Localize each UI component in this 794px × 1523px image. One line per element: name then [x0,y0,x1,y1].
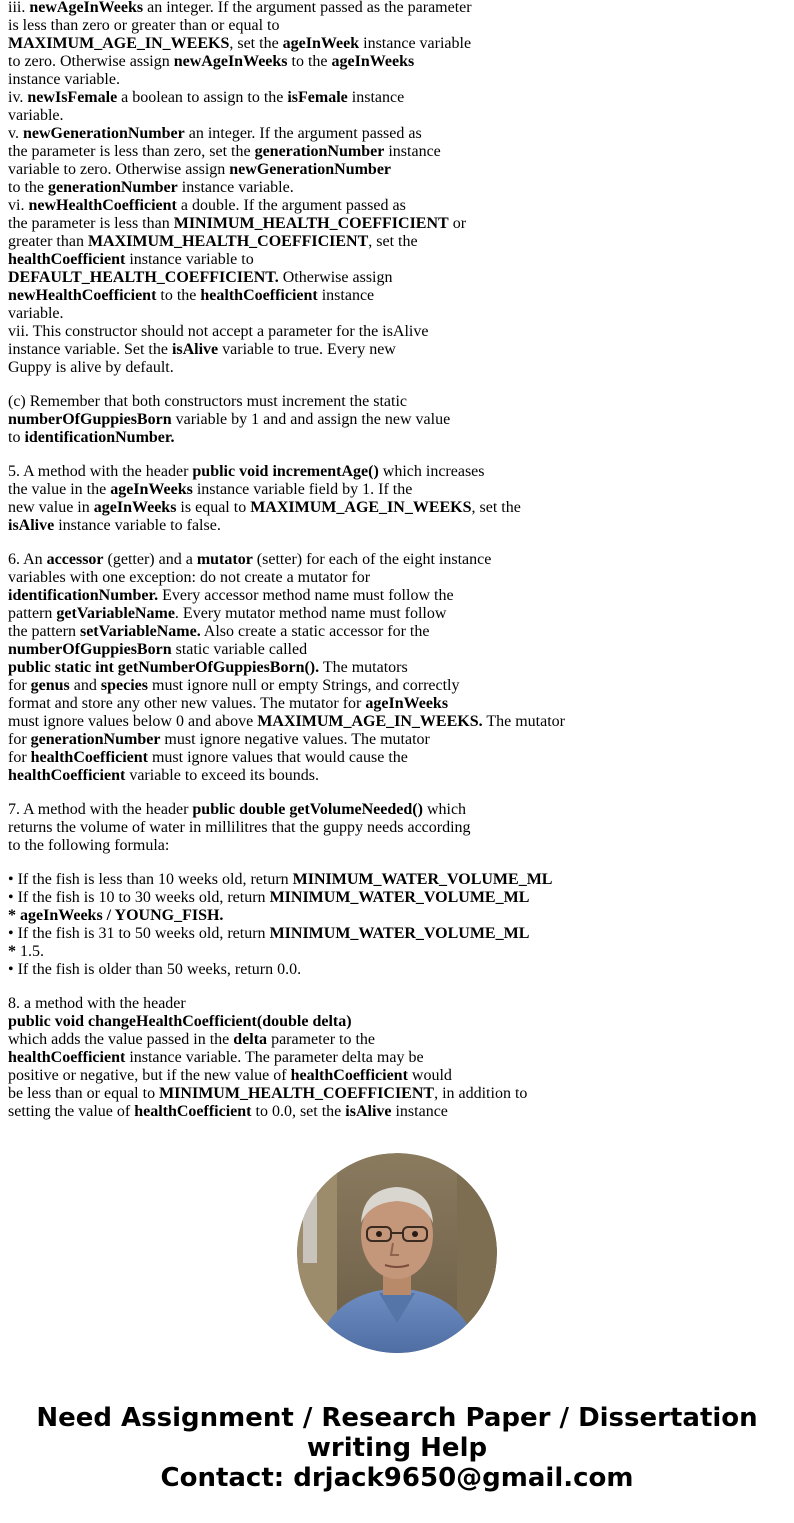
text-run: 5. A method with the header [8,463,193,480]
text-run: v. [8,125,23,142]
text-run: variable. [8,107,64,124]
text-run: variable by 1 and and assign the new value [171,411,451,428]
text-line [8,1067,788,1085]
text-run: the parameter is less than [8,215,174,232]
text-run: instance variable [359,35,472,52]
text-run: (setter) for each of the eight instance [252,551,492,568]
text-line [8,641,788,659]
bold-text: generationNumber [254,143,385,160]
text-line [8,925,788,943]
bold-text: public void incrementAge() [192,463,379,480]
text-run: • If the fish is older than 50 weeks, return 0.0. [8,961,302,978]
bold-text: newIsFemale [27,89,118,106]
text-run: format and store any other new values. The mutator for [8,695,366,712]
footer-contact: Contact: drjack9650@gmail.com [160,1463,634,1493]
bold-text: getVariableName [56,605,175,622]
text-run: the parameter is less than zero, set the [8,143,255,160]
text-run: instance [391,1103,448,1120]
text-line [8,587,788,605]
text-run: instance variable field by 1. If the [192,481,413,498]
bold-text: healthCoefficient [8,767,126,784]
text-run: a boolean to assign to the [117,89,288,106]
bold-text: isAlive [8,517,55,534]
text-run: Otherwise assign [278,269,393,286]
text-line [8,499,788,517]
text-run: variables with one exception: do not create a mutator for [8,569,371,586]
text-run: 6. An [8,551,47,568]
text-run: returns the volume of water in millilitres that the guppy needs according [8,819,471,836]
text-run: (getter) and a [103,551,197,568]
text-line [8,481,788,499]
text-line [8,125,788,143]
text-line [8,801,788,819]
text-line [8,871,788,889]
text-line [8,1013,788,1031]
text-run: 1.5. [16,943,44,960]
bold-text: healthCoefficient [30,749,148,766]
paragraph [8,463,788,535]
text-run: , in addition to [434,1085,528,1102]
text-run: an integer. If the argument passed as [184,125,422,142]
text-line [8,393,788,411]
bold-text: public static int getNumberOfGuppiesBorn(). [8,659,320,676]
text-run: to the [8,179,48,196]
text-run: must ignore null or empty Strings, and correctly [148,677,460,694]
text-run: positive or negative, but if the new value of [8,1067,291,1084]
text-line [8,837,788,855]
text-line [8,287,788,305]
text-line [8,233,788,251]
bold-text: healthCoefficient [290,1067,408,1084]
bold-text: species [100,677,148,694]
text-line [8,677,788,695]
text-line [8,411,788,429]
text-run: be less than or equal to [8,1085,160,1102]
text-run: iii. [8,0,30,16]
text-line [8,35,788,53]
text-line [8,731,788,749]
text-line [8,53,788,71]
text-run: vii. This constructor should not accept a parameter for the isAlive [8,323,429,340]
bold-text: generationNumber [48,179,178,196]
author-portrait-image [297,1153,497,1353]
text-run: to zero. Otherwise assign [8,53,174,70]
text-run: , set the [471,499,521,516]
text-run: is less than zero or greater than or equal to [8,17,280,34]
bold-text: healthCoefficient [200,287,318,304]
text-run: 8. a method with the header [8,995,186,1012]
text-line [8,251,788,269]
bold-text: ageInWeeks [110,481,193,498]
bold-text: * ageInWeeks / YOUNG_FISH. [8,907,224,924]
text-run: for [8,677,31,694]
text-line [8,889,788,907]
text-run: instance variable. The parameter delta may be [125,1049,424,1066]
text-run: instance [384,143,441,160]
text-run: The mutator [482,713,565,730]
text-run: instance variable. [8,71,120,88]
text-line [8,623,788,641]
bold-text: MAXIMUM_HEALTH_COEFFICIENT [87,233,369,250]
bold-text: mutator [196,551,253,568]
text-line [8,107,788,125]
text-run: to [8,429,25,446]
text-line [8,269,788,287]
text-run: instance variable. [177,179,294,196]
paragraph [8,801,788,855]
text-run: • If the fish is less than 10 weeks old, return [8,871,293,888]
text-line [8,323,788,341]
bold-text: public void changeHealthCoefficient(double delta) [8,1013,352,1030]
bold-text: MAXIMUM_AGE_IN_WEEKS [8,35,230,52]
text-run: Guppy is alive by default. [8,359,174,376]
bold-text: identificationNumber. [24,429,175,446]
text-run: to the following formula: [8,837,170,854]
text-line [8,749,788,767]
footer-line-2: writing Help [306,1433,488,1463]
text-line [8,1031,788,1049]
text-run: to the [156,287,201,304]
text-run: new value in [8,499,94,516]
text-run: for [8,731,31,748]
bold-text: public double getVolumeNeeded() [192,801,423,818]
bold-text: setVariableName. [79,623,201,640]
text-run: variable to exceed its bounds. [125,767,320,784]
text-line [8,1103,788,1121]
text-run: instance variable. Set the [8,341,172,358]
text-run: must ignore negative values. The mutator [160,731,430,748]
text-run: to the [287,53,332,70]
text-run: variable. [8,305,64,322]
text-line [8,463,788,481]
text-run: must ignore values that would cause the [147,749,408,766]
text-line [8,943,788,961]
text-run: variable to zero. Otherwise assign [8,161,230,178]
text-run: The mutators [319,659,408,676]
text-line [8,569,788,587]
text-run: (c) Remember that both constructors must increment the static [8,393,407,410]
bold-text: generationNumber [30,731,161,748]
text-run: static variable called [171,641,308,658]
text-run: must ignore values below 0 and above [8,713,258,730]
bold-text: ageInWeeks [331,53,415,70]
text-run: 7. A method with the header [8,801,193,818]
text-run: the pattern [8,623,80,640]
document-body [8,0,788,1137]
bold-text: healthCoefficient [8,1049,126,1066]
text-run: which adds the value passed in the [8,1031,234,1048]
bold-text: newHealthCoefficient [28,197,177,214]
text-run: and [69,677,101,694]
text-line [8,305,788,323]
bold-text: ageInWeek [282,35,360,52]
text-run: instance [317,287,375,304]
text-line [8,197,788,215]
text-line [8,659,788,677]
paragraph [8,871,788,979]
text-run: instance [347,89,405,106]
text-line [8,161,788,179]
text-line [8,429,788,447]
bold-text: ageInWeeks [93,499,177,516]
bold-text: numberOfGuppiesBorn [8,641,172,658]
paragraph [8,995,788,1121]
text-run: for [8,749,31,766]
bold-text: MINIMUM_WATER_VOLUME_ML [292,871,553,888]
bold-text: isAlive [171,341,219,358]
text-run: or [448,215,467,232]
bold-text: MINIMUM_WATER_VOLUME_ML [269,925,530,942]
text-run: Also create a static accessor for the [200,623,430,640]
author-avatar [297,1153,497,1353]
text-line [8,767,788,785]
promo-footer [0,1403,794,1493]
text-run: which [422,801,467,818]
paragraph [8,551,788,785]
text-run: . Every mutator method name must follow [174,605,447,622]
text-run: iv. [8,89,28,106]
text-line [8,143,788,161]
text-run: to 0.0, set the [251,1103,346,1120]
text-line [8,89,788,107]
bold-text: ageInWeeks [365,695,449,712]
bold-text: MINIMUM_HEALTH_COEFFICIENT [173,215,449,232]
text-run: • If the fish is 10 to 30 weeks old, return [8,889,270,906]
text-line [8,713,788,731]
text-run: an integer. If the argument passed as the parameter [143,0,472,16]
bold-text: numberOfGuppiesBorn [8,411,172,428]
bold-text: newGenerationNumber [229,161,392,178]
text-line [8,1049,788,1067]
paragraph [8,0,788,377]
bold-text: accessor [46,551,104,568]
text-line [8,605,788,623]
bold-text: delta [233,1031,268,1048]
text-run: is equal to [176,499,251,516]
text-run: a double. If the argument passed as [176,197,406,214]
text-line [8,215,788,233]
text-line [8,71,788,89]
bold-text: MAXIMUM_AGE_IN_WEEKS [250,499,472,516]
text-run: which increases [378,463,485,480]
text-line [8,995,788,1013]
footer-line-1: Need Assignment / Research Paper / Dissertation [36,1403,758,1433]
text-line [8,551,788,569]
text-run: Every accessor method name must follow the [158,587,454,604]
bold-text: newAgeInWeeks [173,53,288,70]
bold-text: DEFAULT_HEALTH_COEFFICIENT. [8,269,279,286]
text-line [8,179,788,197]
bold-text: newAgeInWeeks [29,0,144,16]
bold-text: newHealthCoefficient [8,287,157,304]
bold-text: newGenerationNumber [22,125,185,142]
text-line [8,517,788,535]
text-line [8,695,788,713]
bold-text: isAlive [345,1103,392,1120]
bold-text: * [8,943,16,960]
text-run: , set the [368,233,418,250]
bold-text: MINIMUM_WATER_VOLUME_ML [269,889,530,906]
text-line [8,17,788,35]
text-run: the value in the [8,481,111,498]
text-run: • If the fish is 31 to 50 weeks old, return [8,925,270,942]
text-run: parameter to the [267,1031,376,1048]
bold-text: MINIMUM_HEALTH_COEFFICIENT [159,1085,435,1102]
text-run: would [407,1067,452,1084]
text-line [8,1085,788,1103]
bold-text: healthCoefficient [134,1103,252,1120]
text-run: instance variable to [125,251,254,268]
text-run: greater than [8,233,88,250]
text-run: , set the [229,35,283,52]
bold-text: isFemale [287,89,348,106]
text-line [8,961,788,979]
text-line [8,359,788,377]
bold-text: healthCoefficient [8,251,126,268]
text-run: variable to true. Every new [218,341,396,358]
bold-text: genus [30,677,70,694]
bold-text: identificationNumber. [8,587,159,604]
text-run: vi. [8,197,29,214]
text-run: setting the value of [8,1103,135,1120]
paragraph [8,393,788,447]
text-line [8,0,788,17]
text-run: pattern [8,605,57,622]
text-line [8,907,788,925]
text-line [8,341,788,359]
text-run: instance variable to false. [54,517,221,534]
bold-text: MAXIMUM_AGE_IN_WEEKS. [257,713,483,730]
text-line [8,819,788,837]
